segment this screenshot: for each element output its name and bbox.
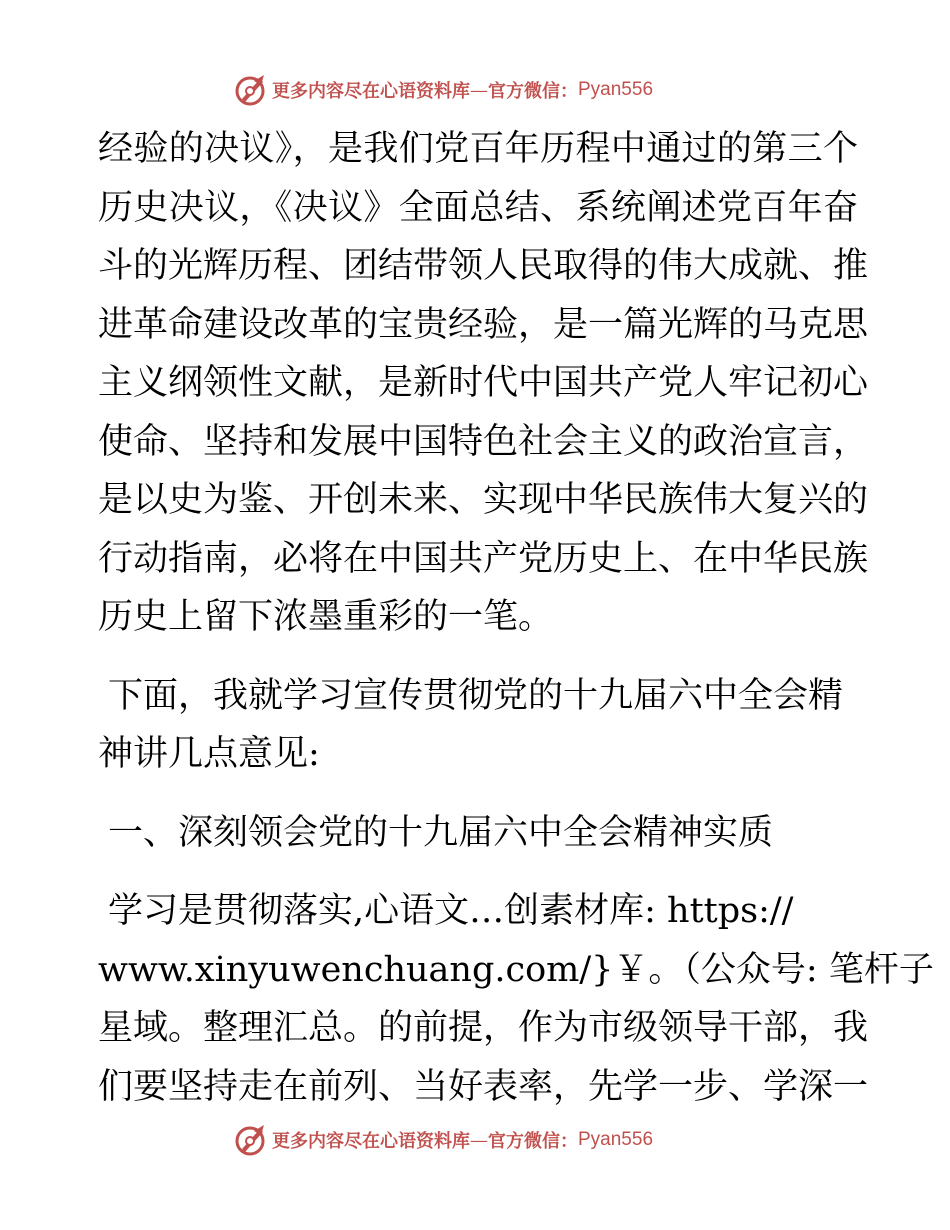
watermark-official-label: 官方微信： [488,1131,578,1152]
footer-watermark [234,1122,714,1158]
watermark-brand: 更多内容尽在心语资料库 [272,1131,470,1152]
heading-text: 一、深刻领会党的十九届六中全会精神实质 [108,812,774,853]
text-line: 斗的光辉历程、团结带领人民取得的伟大成就、推 [98,246,869,286]
text-line: 神讲几点意见: [98,734,320,774]
text-line: 历史决议，《决议》全面总结、系统阐述党百年奋 [98,187,858,228]
text-line: 进革命建设改革的宝贵经验，是一篇光辉的马克思 [98,304,869,345]
text-line: 学习是贯彻落实,心语文…创素材库: https:// [108,891,794,931]
watermark-dash: — [470,1129,488,1151]
watermark-official-label: 官方微信： [488,81,578,102]
text-line: 下面，我就学习宣传贯彻党的十九届六中全会精 [108,675,844,716]
text-line: 们要坚持走在前列、当好表率，先学一步、学深一 [98,1066,869,1107]
paragraph-resolution [98,120,869,647]
watermark-wechat-id: Pyan556 [578,79,654,100]
text-line: 主义纲领性文献，是新时代中国共产党人牢记初心 [98,363,869,403]
text-line: 星域。整理汇总。的前提，作为市级领导干部，我 [98,1008,869,1048]
text-line: www.xinyuwenchuang.com/}￥。（公众号: 笔杆子 [98,949,934,990]
document-body [98,120,934,1116]
text-line: 经验的决议》，是我们党百年历程中通过的第三个 [98,129,858,169]
text-line: 行动指南，必将在中国共产党历史上、在中华民族 [98,538,869,579]
header-watermark [234,72,714,108]
text-line: 是以史为鉴、开创未来、实现中华民族伟大复兴的 [98,480,869,520]
watermark-dash: — [470,79,488,101]
quill-pen-logo-icon [234,1123,268,1157]
section-heading [98,804,858,863]
paragraph-study [98,882,934,1116]
watermark-brand: 更多内容尽在心语资料库 [272,81,470,102]
paragraph-intro [98,667,858,784]
text-line: 历史上留下浓墨重彩的一笔。 [98,597,554,637]
watermark-wechat-id: Pyan556 [578,1129,654,1150]
quill-pen-logo-icon [234,73,268,107]
text-line: 使命、坚持和发展中国特色社会主义的政治宣言， [98,421,869,462]
